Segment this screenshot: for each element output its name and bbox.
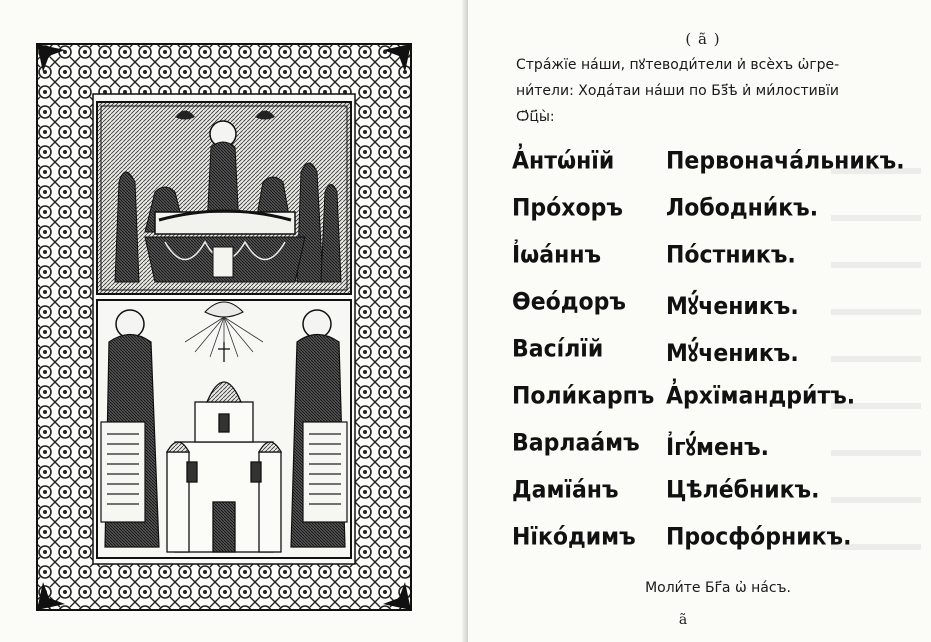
right-page xyxy=(468,0,931,642)
saint-title: Лободни́къ. xyxy=(666,195,819,223)
engraving-with-ornamental-border xyxy=(35,42,413,612)
saint-name: А̓нтѡ́нїй xyxy=(512,148,615,176)
closing-invocation: Моли́те Бг҃а ѡ҆ на́съ. xyxy=(645,580,791,596)
saint-name: Про́хоръ xyxy=(512,195,623,223)
saint-title: Цѣле́бникъ. xyxy=(666,477,820,505)
saints-list xyxy=(512,150,912,573)
saint-row xyxy=(512,289,912,340)
saint-row xyxy=(512,430,912,481)
saint-name: Поли́карпъ xyxy=(512,383,655,411)
saint-row xyxy=(512,148,912,199)
intro-line: Ѻ҆ц҃ы̀: xyxy=(516,109,555,125)
saint-title: Первонача́льникъ. xyxy=(666,148,905,176)
saint-row xyxy=(512,524,912,575)
saint-row xyxy=(512,242,912,293)
saint-row xyxy=(512,195,912,246)
saint-name: Васі́лїй xyxy=(512,336,604,364)
saint-name: Нїко́димъ xyxy=(512,524,636,552)
page-number: ( а̃ ) xyxy=(685,30,721,48)
saint-title: Просфо́рникъ. xyxy=(666,524,852,552)
saint-name: Варлаа́мъ xyxy=(512,430,640,458)
saint-title: А̓рхїмандри́тъ. xyxy=(666,383,856,411)
saint-row xyxy=(512,383,912,434)
intro-line: Стра́жїе на́ши, пꙋтеводи́тели и҆ всѐхъ ѡ҆гре- xyxy=(516,57,840,73)
saint-name: Ѳео́доръ xyxy=(512,289,626,317)
intro-paragraph xyxy=(516,52,896,130)
saint-row xyxy=(512,336,912,387)
saint-title: Мꙋ́ченикъ. xyxy=(666,293,799,321)
saint-row xyxy=(512,477,912,528)
intro-line: ни́тели: Хода́таи на́ши по Бз҃ѣ и҆ ми́лостивїи xyxy=(516,83,840,99)
saint-title: По́стникъ. xyxy=(666,242,796,270)
saint-name: І҆ѡа́ннъ xyxy=(512,242,602,270)
signature-mark: а̃ xyxy=(678,612,688,628)
saint-title: Мꙋ́ченикъ. xyxy=(666,340,799,368)
saint-title: І҆гꙋ́менъ. xyxy=(666,434,769,462)
saint-name: Дамїа́нъ xyxy=(512,477,619,505)
